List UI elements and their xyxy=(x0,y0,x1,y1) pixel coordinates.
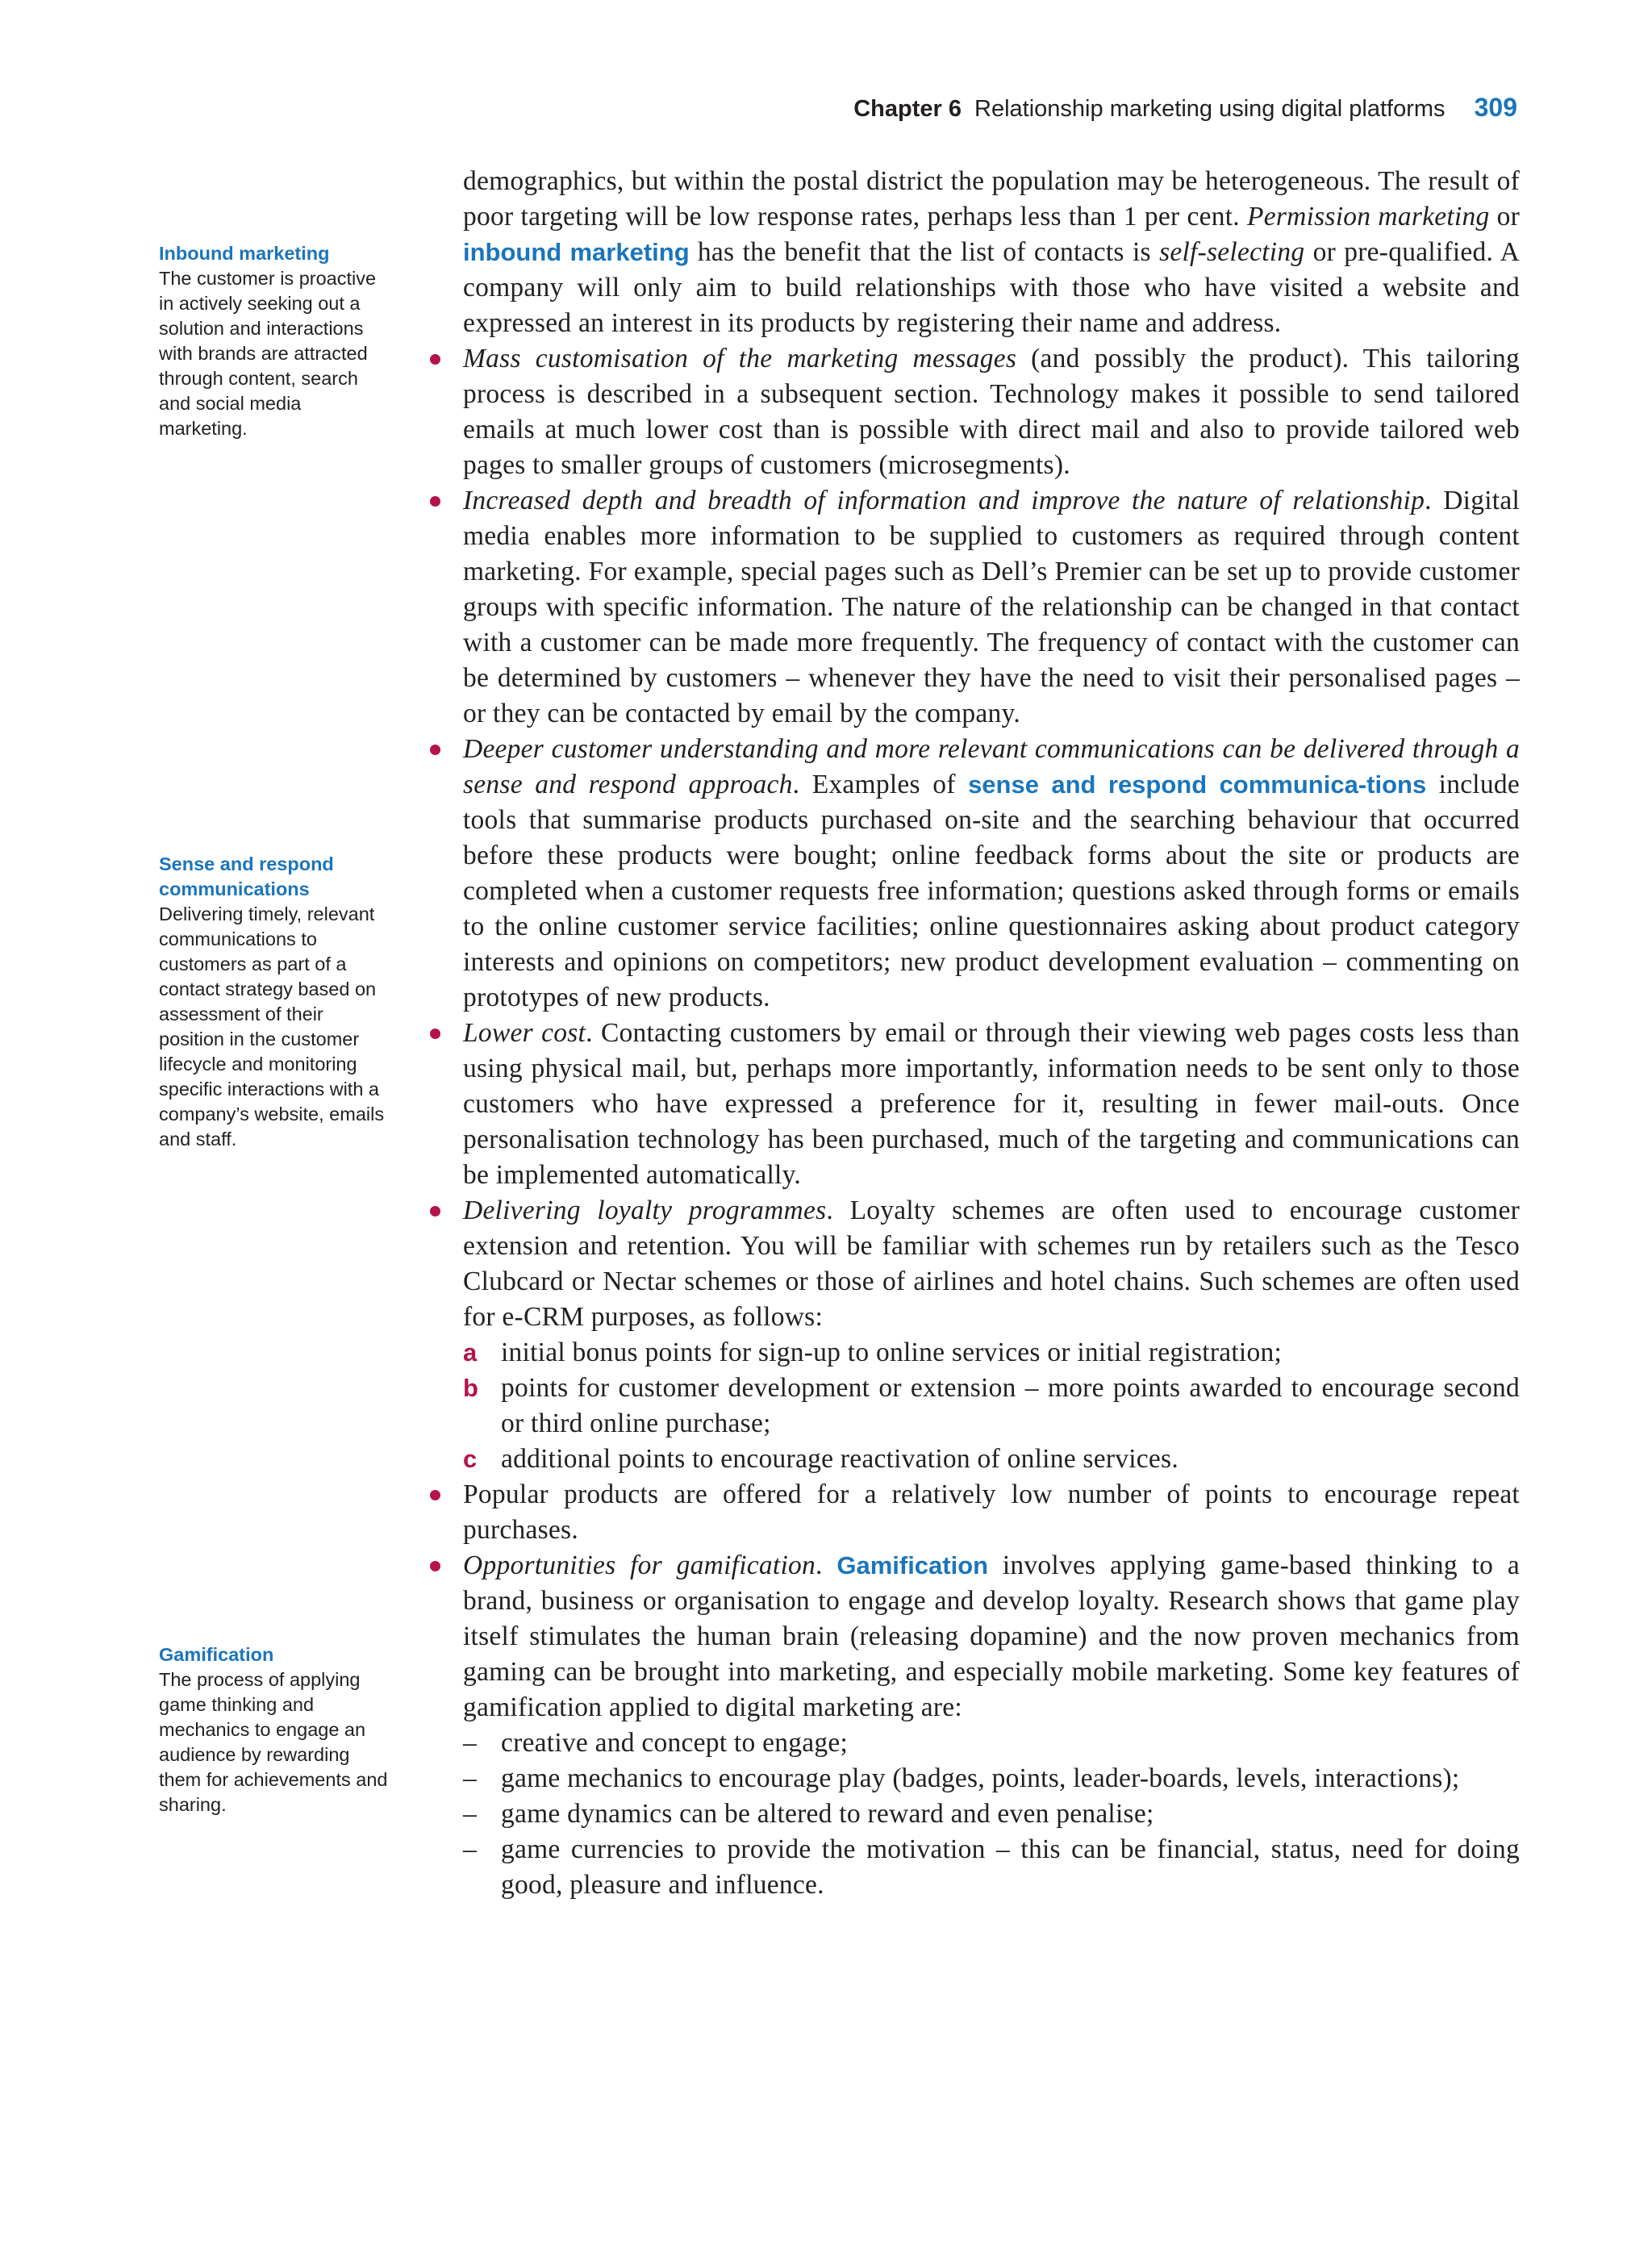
bullet-dot-icon xyxy=(430,745,440,755)
chapter-label: Chapter 6 xyxy=(853,96,962,122)
sub-list-item: a initial bonus points for sign-up to online services or initial registration; xyxy=(430,1335,1520,1371)
sub-list-item: b points for customer development or extension – more points awarded to encourage second or third online purchase; xyxy=(430,1371,1520,1442)
bullet-item: Deeper customer understanding and more relevant communications can be delivered through a sense and respond approach. Examples of sense and respond communica-tions include tools that summarise products purchased on-site and the searching behaviour that occurred before these products were bought; online feedback forms about the site or products are completed when a customer requests free information; questions asked through forms or emails to the online customer service facilities; online questionnaires asking about product category interests and opinions on competitors; new product development evaluation – commenting on prototypes of new products. xyxy=(430,732,1520,1016)
bullet-item: Delivering loyalty programmes. Loyalty schemes are often used to encourage customer extension and retention. You will be familiar with schemes run by retailers such as the Tesco Clubcard or Nectar schemes or those of airlines and hotel chains. Such schemes are often used for e-CRM purposes, as follows: xyxy=(430,1193,1520,1335)
dash-list-item: – game currencies to provide the motivation – this can be financial, status, need for doing good, pleasure and influence. xyxy=(430,1832,1520,1903)
paragraph-continued: demographics, but within the postal district the population may be heterogeneous. The result of poor targeting will be low response rates, perhaps less than 1 per cent. Permission marketing or inbound marketing has the benefit that the list of contacts is self-selecting or pre-qualified. A company will only aim to build relationships with those who have visited a website and expressed an interest in its products by registering their name and address. xyxy=(463,166,1521,338)
bullet-item: Lower cost. Contacting customers by email or through their viewing web pages costs less than using physical mail, but, perhaps more importantly, information needs to be sent only to those customers who have expressed a preference for it, resulting in fewer mail-outs. Once personalisation technology has been purchased, much of the targeting and communications can be implemented automatically. xyxy=(430,1016,1520,1193)
bullet-dot-icon xyxy=(430,1206,440,1216)
margin-note-definition: The customer is proactive in actively seeking out a solution and interactions with brands are attracted through content, search and social media marketing. xyxy=(159,268,377,439)
main-text xyxy=(430,164,1520,1903)
dash-list-item: – creative and concept to engage; xyxy=(430,1725,1520,1761)
running-header xyxy=(853,91,1517,125)
bullet-dot-icon xyxy=(430,1561,440,1571)
dash-mark: – xyxy=(463,1834,477,1864)
bullet-dot-icon xyxy=(430,496,440,507)
margin-note-definition: The process of applying game thinking and mechanics to engage an audience by rewarding them for achievements and sharing. xyxy=(159,1669,388,1815)
chapter-title: Relationship marketing using digital platforms xyxy=(974,96,1446,122)
margin-note-gamification xyxy=(159,1642,393,1817)
bullet-dot-icon xyxy=(430,1490,440,1500)
bullet-item: Popular products are offered for a relatively low number of points to encourage repeat purchases. xyxy=(430,1477,1520,1548)
dash-mark: – xyxy=(463,1728,477,1758)
bullet-item: Mass customisation of the marketing messages (and possibly the product). This tailoring process is described in a subsequent section. Technology makes it possible to send tailored emails at much lower cost than is possible with direct mail and also to provide tailored web pages to smaller groups of customers (microsegments). xyxy=(430,341,1520,483)
key-term-gamification: Gamification xyxy=(836,1551,989,1579)
margin-note-sense-and-respond xyxy=(159,852,393,1152)
dash-list-item: – game mechanics to encourage play (badges, points, leader-boards, levels, interactions); xyxy=(430,1761,1520,1796)
dash-list-item: – game dynamics can be altered to reward and even penalise; xyxy=(430,1796,1520,1832)
margin-note-term: Gamification xyxy=(159,1644,274,1665)
dash-mark: – xyxy=(463,1799,477,1829)
bullet-item: Increased depth and breadth of information and improve the nature of relationship. Digital media enables more information to be supplied to customers as required through content marketing. For example, special pages such as Dell’s Premier can be set up to provide customer groups with specific information. The nature of the relationship can be changed in that contact with a customer can be made more frequently. The frequency of contact with the customer can be determined by customers – whenever they have the need to visit their personalised pages – or they can be contacted by email by the company. xyxy=(430,483,1520,732)
sub-list-item: c additional points to encourage reactivation of online services. xyxy=(430,1442,1520,1477)
page-number: 309 xyxy=(1474,93,1517,122)
sub-list-letter: a xyxy=(463,1338,478,1367)
dash-mark: – xyxy=(463,1763,477,1793)
margin-note-definition: Delivering timely, relevant communications to customers as part of a contact strategy based on assessment of their position in the customer lifecycle and monitoring specific interactions with a company’s website, emails and staff. xyxy=(159,903,385,1150)
bullet-dot-icon xyxy=(430,354,440,365)
margin-note-inbound-marketing xyxy=(159,241,393,441)
sub-list-letter: b xyxy=(463,1374,479,1402)
bullet-dot-icon xyxy=(430,1029,440,1039)
key-term-inbound-marketing: inbound marketing xyxy=(463,238,690,266)
margin-note-term: Sense and respond communications xyxy=(159,853,334,899)
sub-list-letter: c xyxy=(463,1445,478,1473)
margin-note-term: Inbound marketing xyxy=(159,243,330,264)
bullet-item: Opportunities for gamification. Gamification involves applying game-based thinking to a brand, business or organisation to engage and develop loyalty. Research shows that game play itself stimulates the human brain (releasing dopamine) and the now proven mechanics from gaming can be brought into marketing, and especially mobile marketing. Some key features of gamification applied to digital marketing are: xyxy=(430,1548,1520,1725)
key-term-sense-and-respond: sense and respond communica-tions xyxy=(968,770,1427,799)
